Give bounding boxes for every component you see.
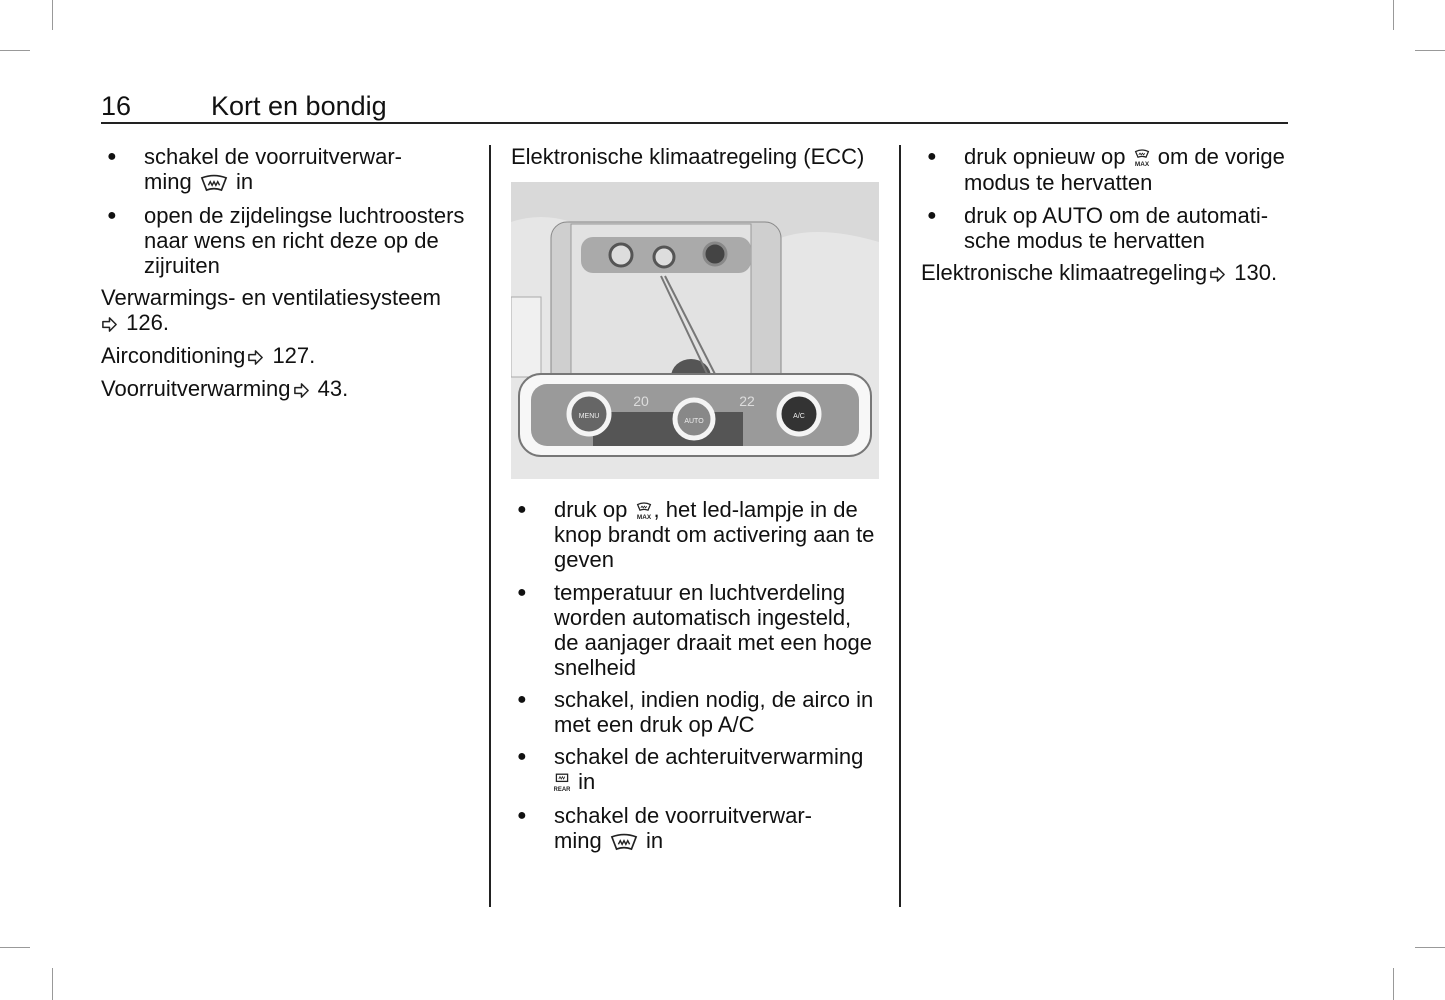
text-line: schakel de voorruitverwar- — [144, 144, 402, 169]
crop-mark — [52, 0, 53, 30]
text-line: snelheid — [554, 655, 636, 680]
text: Voorruitverwarming — [101, 376, 291, 401]
text: in — [645, 828, 664, 853]
left-temp: 20 — [633, 393, 649, 409]
text: in — [578, 769, 596, 794]
bullet: ● — [517, 748, 527, 765]
cross-reference[interactable] — [101, 343, 315, 369]
cross-reference[interactable] — [921, 260, 1277, 286]
page-title: Kort en bondig — [211, 91, 387, 121]
column-divider — [489, 145, 491, 907]
page-ref: 126. — [126, 310, 169, 335]
header-rule — [101, 122, 1288, 124]
page-ref: 127. — [272, 343, 316, 368]
windshield-defrost-icon — [610, 833, 638, 852]
page-reference-arrow-icon — [247, 349, 264, 366]
bullet: ● — [517, 501, 527, 518]
bullet: ● — [107, 148, 117, 165]
text: Elektronische klimaatregeling — [921, 260, 1208, 285]
text: druk opnieuw op — [964, 144, 1126, 169]
text-line — [554, 828, 663, 854]
climate-control-figure — [511, 182, 879, 479]
text-line: modus te hervatten — [964, 170, 1153, 195]
crop-mark — [1393, 968, 1394, 1000]
page-number: 16 — [101, 91, 132, 121]
text: ming — [144, 169, 192, 194]
page-reference-arrow-icon — [1209, 266, 1226, 283]
bullet: ● — [927, 207, 937, 224]
max-defrost-icon — [1134, 148, 1150, 168]
text-line: druk op AUTO om de automati- — [964, 203, 1269, 228]
max-defrost-icon — [636, 501, 652, 521]
left-knob-label: MENU — [578, 413, 600, 420]
crop-mark — [1415, 947, 1445, 948]
crop-mark — [1415, 50, 1445, 51]
bullet: ● — [517, 691, 527, 708]
text-line: schakel de achteruitverwarming — [554, 744, 864, 769]
text-line: schakel, indien nodig, de airco in — [554, 687, 874, 712]
text-line — [554, 497, 858, 523]
text-line — [554, 769, 595, 795]
windshield-defrost-icon — [200, 174, 228, 193]
bullet: ● — [927, 148, 937, 165]
right-temp: 22 — [739, 393, 755, 409]
text-line: temperatuur en luchtverdeling — [554, 580, 846, 605]
crop-mark — [1393, 0, 1394, 30]
text-line: worden automatisch ingesteld, — [554, 605, 852, 630]
text: in — [235, 169, 254, 194]
bullet: ● — [517, 584, 527, 601]
column-divider — [899, 145, 901, 907]
text-line: open de zijdelingse luchtroosters — [144, 203, 465, 228]
section-heading: Elektronische klimaatregeling (ECC) — [511, 144, 865, 169]
text-line: knop brandt om activering aan te — [554, 522, 875, 547]
text-line: met een druk op A/C — [554, 712, 755, 737]
text: , het led-lampje in de — [653, 497, 858, 522]
crop-mark — [0, 50, 30, 51]
auto-knob-label: AUTO — [684, 418, 704, 425]
text: druk op — [554, 497, 628, 522]
page-reference-arrow-icon — [293, 382, 310, 399]
crop-mark — [52, 968, 53, 1000]
bullet: ● — [517, 807, 527, 824]
text-line: geven — [554, 547, 614, 572]
ac-knob-label: A/C — [793, 413, 805, 420]
crop-mark — [0, 947, 30, 948]
text-line: schakel de voorruitverwar- — [554, 803, 812, 828]
text-line — [964, 144, 1285, 170]
rear-window-heating-icon — [554, 773, 570, 793]
text-line: Verwarmings- en ventilatiesysteem — [101, 285, 441, 310]
page-ref: 43. — [317, 376, 349, 401]
text: Airconditioning — [101, 343, 246, 368]
cross-reference[interactable] — [101, 376, 348, 402]
text-line — [144, 169, 253, 195]
text-line: de aanjager draait met een hoge — [554, 630, 873, 655]
text-line: naar wens en richt deze op de — [144, 228, 439, 253]
text: ming — [554, 828, 602, 853]
text-line: sche modus te hervatten — [964, 228, 1205, 253]
page-ref: 130. — [1234, 260, 1278, 285]
text: om de vorige — [1157, 144, 1285, 169]
bullet: ● — [107, 207, 117, 224]
cross-reference[interactable] — [101, 310, 169, 336]
text-line: zijruiten — [144, 253, 220, 278]
page-reference-arrow-icon — [101, 316, 118, 333]
